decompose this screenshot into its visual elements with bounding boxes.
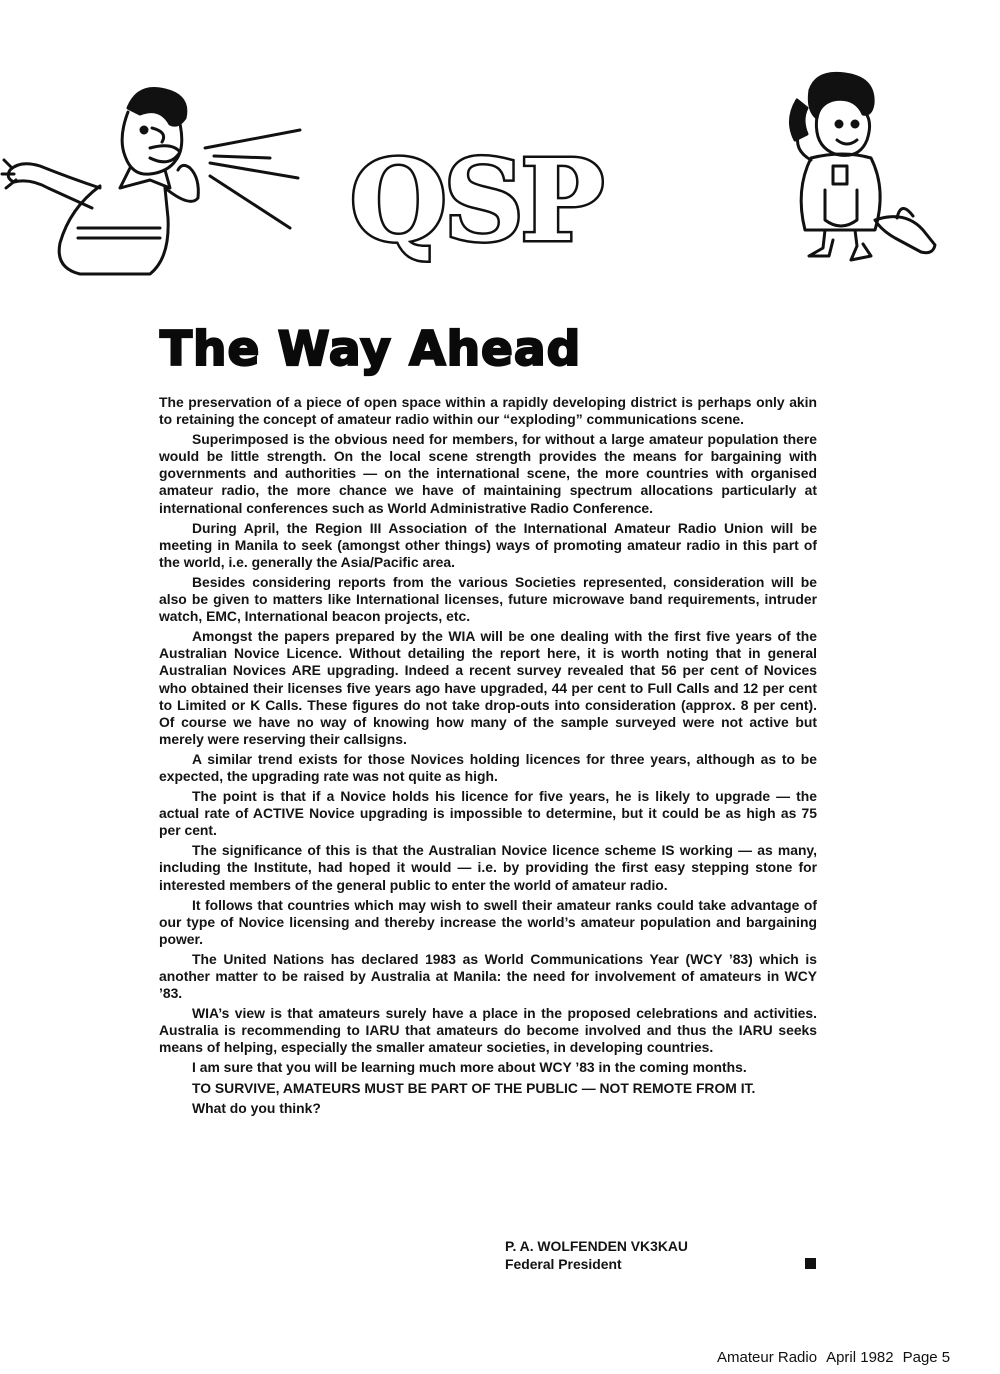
paragraph-11: WIA’s view is that amateurs surely have a place in the proposed celebrations and activities. Australia is recommending to IARU that amateurs do become involved and thus the IARU seeks means of helping, especially the smaller amateur societies, in developing countries.	[159, 1005, 817, 1056]
footer-issue: April 1982	[826, 1349, 894, 1366]
paragraph-1: The preservation of a piece of open space within a rapidly developing district is perhaps only akin to retaining the concept of amateur radio within our “exploding” communications scene.	[159, 394, 817, 428]
footer-publication: Amateur Radio	[717, 1349, 818, 1366]
headline: The Way Ahead	[160, 322, 582, 377]
signature-block	[505, 1238, 688, 1273]
footer-page-number: Page 5	[902, 1349, 951, 1366]
qsp-logo	[345, 138, 605, 263]
square-end-mark-icon	[805, 1258, 816, 1269]
paragraph-10: The United Nations has declared 1983 as World Communications Year (WCY ’83) which is another matter to be raised by Australia at Manila: the need for involvement of amateurs in WCY ’83.	[159, 950, 817, 1002]
paragraph-5: Amongst the papers prepared by the WIA will be one dealing with the first five years of the Australian Novice Licence. Without detailing the report here, it is worth noting that in general Australian Novices ARE upgrading. Indeed a recent survey revealed that 56 per cent of Novices who obtained their licenses five years ago have upgraded, 44 per cent to Full Calls and 12 per cent to Limited or K Calls. These figures do not take drop-outs into consideration (approx. 8 per cent). Of course we have no way of knowing how many of the sample surveyed were not active but merely were reserving their callsigns.	[159, 628, 817, 747]
paragraph-3: During April, the Region III Association of the International Amateur Radio Union will be meeting in Manila to seek (amongst other things) ways of promoting amateur radio in this part of the world, i.e. generally the Asia/Pacific area.	[159, 519, 817, 570]
shouting-man-icon	[0, 78, 310, 278]
paragraph-6: A similar trend exists for those Novices holding licences for three years, although as to be expected, the upgrading rate was not quite as high.	[159, 750, 817, 784]
signature-name: P. A. WOLFENDEN VK3KAU	[505, 1238, 688, 1254]
page-footer	[717, 1349, 950, 1366]
telephone-woman-icon	[755, 70, 955, 270]
paragraph-14: What do you think?	[192, 1099, 321, 1116]
signature-title: Federal President	[505, 1255, 622, 1272]
paragraph-8: The significance of this is that the Australian Novice licence scheme IS working — as many, including the Institute, had hoped it would — i.e. by providing the first easy stepping stone for interested members of the general public to enter the world of amateur radio.	[159, 842, 817, 893]
paragraph-13: TO SURVIVE, AMATEURS MUST BE PART OF THE PUBLIC — NOT REMOTE FROM IT.	[192, 1079, 756, 1096]
paragraph-4: Besides considering reports from the various Societies represented, consideration will be also be given to matters like International licenses, future microwave band requirements, intruder watch, EMC, International beacon projects, etc.	[159, 573, 817, 625]
article-body	[159, 394, 817, 1120]
paragraph-12: I am sure that you will be learning much more about WCY ’83 in the coming months.	[192, 1059, 747, 1076]
paragraph-2: Superimposed is the obvious need for members, for without a large amateur population there would be little strength. On the local scene strength provides the means for bargaining with governments and authorities — on the international scene, the more countries with organised amateur radio, the more chance we have of maintaining spectrum allocations particularly at international conferences such as World Administrative Radio Conference.	[159, 431, 817, 516]
qsp-logo-text: QSP	[349, 138, 601, 263]
paragraph-9: It follows that countries which may wish to swell their amateur ranks could take advantage of our type of Novice licensing and thereby increase the world’s amateur population and bargaining power.	[159, 896, 817, 947]
paragraph-7: The point is that if a Novice holds his licence for five years, he is likely to upgrade — the actual rate of ACTIVE Novice upgrading is impossible to determine, but it could be as high as 75 per cent.	[159, 788, 817, 839]
